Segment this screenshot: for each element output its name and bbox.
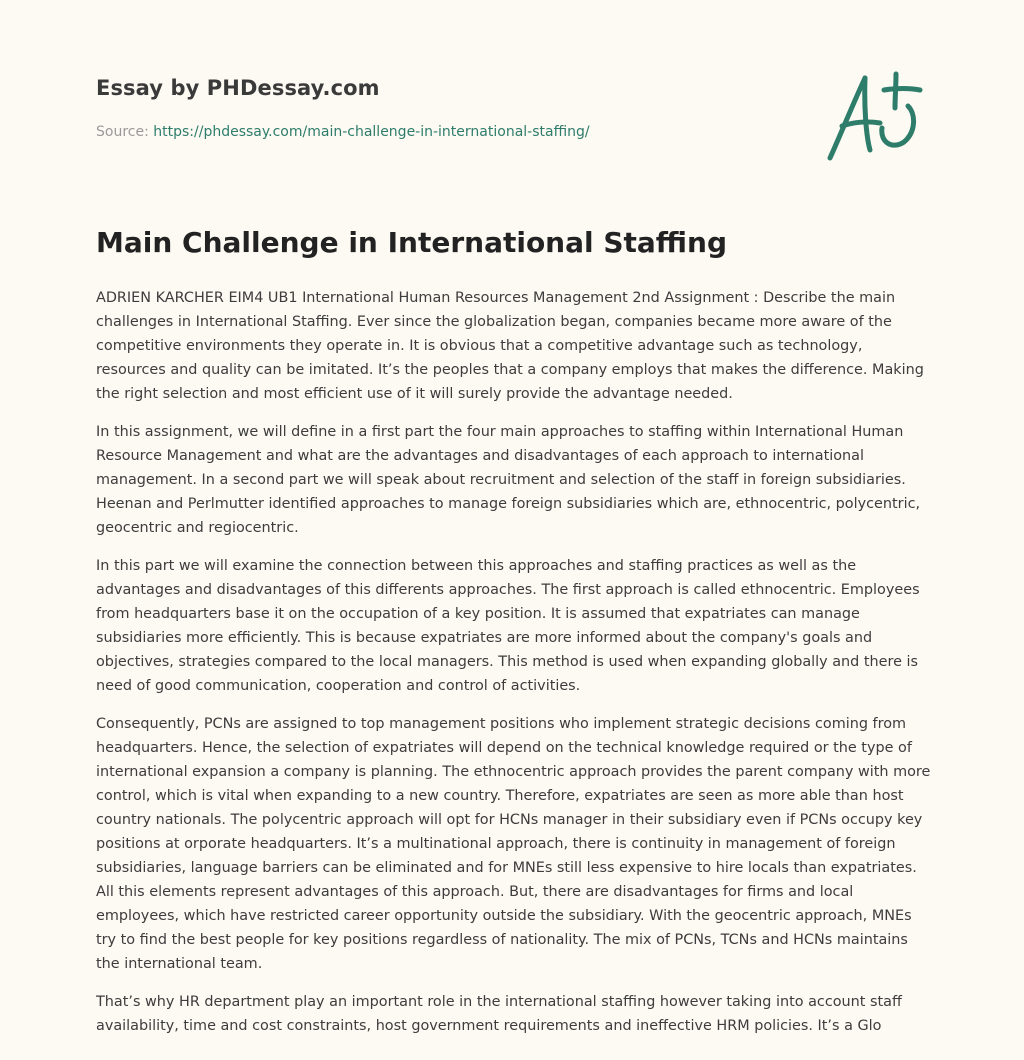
source-line — [96, 124, 590, 140]
article-body — [96, 286, 936, 1052]
paragraph: Consequently, PCNs are assigned to top management positions who implement strategic decisions coming from headquarters. Hence, the selection of expatriates will depend on the technical knowledge required or the type of international expansion a company is planning. The ethnocentric approach provides the parent company with more control, which is vital when expanding to a new country. Therefore, expatriates are seen as more able than host country nationals. The polycentric approach will opt for HCNs manager in their subsidiary even if PCNs occupy key positions at orporate headquarters. It’s a multinational approach, there is continuity in management of foreign subsidiaries, language barriers can be eliminated and for MNEs still less expensive to hire locals than expatriates. All this elements represent advantages of this approach. But, there are disadvantages for firms and local employees, which have restricted career opportunity outside the subsidiary. With the geocentric approach, MNEs try to find the best people for key positions regardless of nationality. The mix of PCNs, TCNs and HCNs maintains the international team. — [96, 716, 931, 972]
source-link[interactable]: https://phdessay.com/main-challenge-in-international-staffing/ — [153, 124, 590, 140]
page-header — [96, 76, 936, 140]
brand-title: Essay by PHDessay.com — [96, 76, 380, 100]
paragraph: In this assignment, we will define in a first part the four main approaches to staffing within International Human Resource Management and what are the advantages and disadvantages of each approach to international management. In a second part we will speak about recruitment and selection of the staff in foreign subsidiaries. Heenan and Perlmutter identified approaches to manage foreign subsidiaries which are, ethnocentric, polycentric, geocentric and regiocentric. — [96, 424, 921, 536]
a-plus-grade-icon — [820, 66, 930, 166]
source-label: Source: — [96, 124, 154, 140]
article-title: Main Challenge in International Staffing — [96, 226, 727, 259]
paragraph: In this part we will examine the connection between this approaches and staffing practices as well as the advantages and disadvantages of this differents approaches. The first approach is called ethnocentric. Employees from headquarters base it on the occupation of a key position. It is assumed that expatriates can manage subsidiaries more efficiently. This is because expatriates are more informed about the company's goals and objectives, strategies compared to the local managers. This method is used when expanding globally and there is need of good communication, cooperation and control of activities. — [96, 558, 920, 694]
paragraph: ADRIEN KARCHER EIM4 UB1 International Human Resources Management 2nd Assignment : Describe the main challenges in International Staffing. Ever since the globalization began, companies became more aware of the competitive environments they operate in. It is obvious that a competitive advantage such as technology, resources and quality can be imitated. It’s the peoples that a company employs that makes the difference. Making the right selection and most efficient use of it will surely provide the advantage needed. — [96, 290, 924, 402]
paragraph: That’s why HR department play an important role in the international staffing however taking into account staff availability, time and cost constraints, host government requirements and ineffective HRM policies. It’s a Glo — [96, 994, 902, 1034]
